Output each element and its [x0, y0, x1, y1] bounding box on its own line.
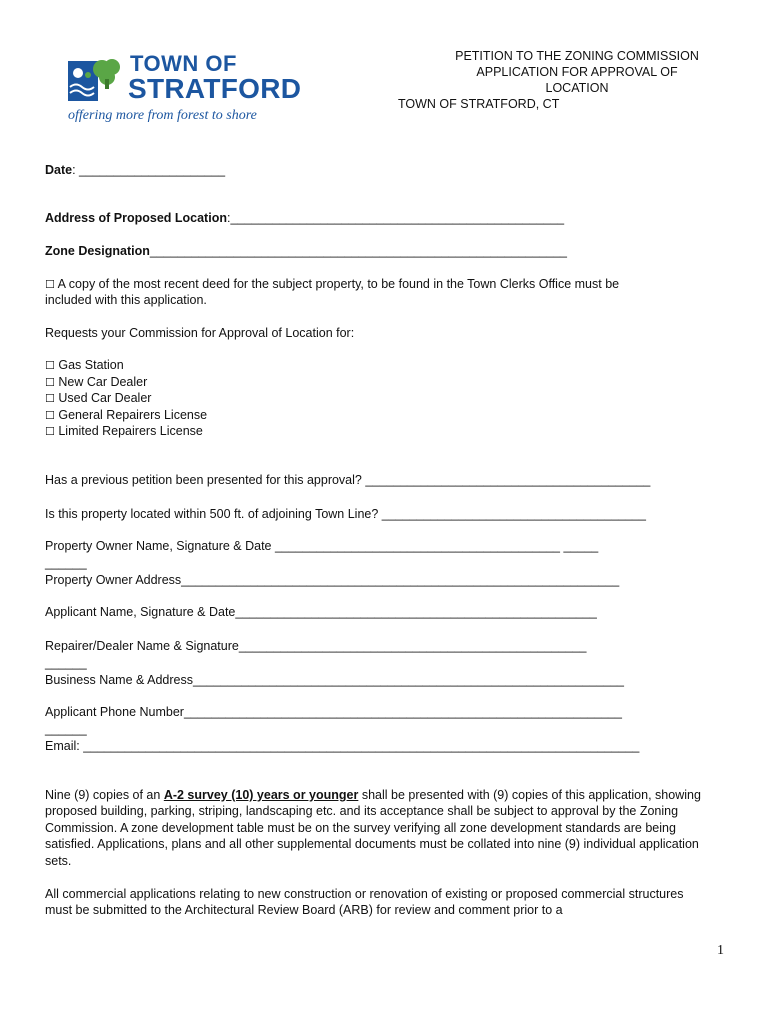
deed-text: A copy of the most recent deed for the subject property, to be found in the Town Clerks Office must be — [57, 277, 620, 291]
tree-wave-logo-icon — [68, 55, 126, 101]
option-label: Limited Repairers License — [58, 424, 203, 438]
option-label: New Car Dealer — [58, 375, 148, 389]
survey-paragraph — [45, 787, 725, 869]
address-label: Address of Proposed Location — [45, 211, 227, 225]
option-limited-repairers[interactable] — [45, 423, 203, 440]
zone-label: Zone Designation — [45, 244, 150, 258]
page-number: 1 — [717, 943, 724, 958]
town-line-field[interactable]: Is this property located within 500 ft. of adjoining Town Line? ______________________________________ — [45, 507, 646, 521]
logo-town-of: TOWN OF — [130, 51, 237, 76]
owner-name-continuation: ______ — [45, 556, 87, 570]
logo-tagline: offering more from forest to shore — [68, 108, 257, 123]
date-blank: : _____________________ — [72, 163, 226, 177]
survey-paragraph-post: shall be presented with (9) copies of this application, showing proposed building, parking, striping, landscaping etc. and its acceptance shall be subject to approval by the Zoning Commission. A zone development table must be on the survey verifying all zone development standards are being satisfied. Applications, plans and all other supplemental documents must be collated into nine (9) individual application sets. — [45, 788, 701, 868]
option-label: Gas Station — [58, 358, 124, 372]
date-label: Date — [45, 163, 73, 177]
option-gas-station[interactable] — [45, 357, 124, 374]
title-line-3: LOCATION — [545, 81, 609, 95]
applicant-name-signature-field[interactable]: Applicant Name, Signature & Date____________________________________________________ — [45, 605, 597, 619]
arb-paragraph: All commercial applications relating to new construction or renovation of existing or proposed commercial structures must be submitted to the Architectural Review Board (ARB) for review and comment prior to a — [45, 887, 684, 918]
logo-stratford: STRATFORD — [128, 73, 302, 104]
deed-checkbox-row[interactable] — [45, 276, 619, 293]
owner-address-field[interactable]: Property Owner Address_______________________________________________________________ — [45, 573, 620, 587]
repairer-dealer-field[interactable]: Repairer/Dealer Name & Signature__________________________________________________ — [45, 639, 587, 653]
date-field[interactable] — [45, 162, 225, 178]
survey-requirement-emphasis: A-2 survey (10) years or younger — [163, 788, 359, 802]
zone-blank: ____________________________________________________________ — [149, 244, 567, 258]
applicant-phone-continuation: ______ — [45, 722, 87, 736]
title-line-1: PETITION TO THE ZONING COMMISSION — [455, 49, 699, 63]
requests-text: Requests your Commission for Approval of Location for: — [45, 326, 355, 340]
option-general-repairers[interactable] — [45, 407, 207, 424]
document-title — [398, 48, 756, 112]
option-used-car-dealer[interactable] — [45, 390, 151, 407]
address-field[interactable] — [45, 210, 564, 226]
repairer-dealer-continuation: ______ — [45, 656, 87, 670]
checkbox-icon[interactable]: ☐ — [45, 376, 55, 389]
checkbox-icon[interactable]: ☐ — [45, 278, 55, 291]
title-line-4: TOWN OF STRATFORD, CT — [398, 97, 560, 111]
option-new-car-dealer[interactable] — [45, 374, 147, 391]
title-line-2: APPLICATION FOR APPROVAL OF — [476, 65, 678, 79]
previous-petition-field[interactable]: Has a previous petition been presented for this approval? _________________________________________ — [45, 473, 651, 487]
zone-field[interactable] — [45, 243, 567, 259]
option-label: Used Car Dealer — [58, 391, 152, 405]
checkbox-icon[interactable]: ☐ — [45, 425, 55, 438]
checkbox-icon[interactable]: ☐ — [45, 409, 55, 422]
email-field[interactable]: Email: ________________________________________________________________________________ — [45, 739, 640, 753]
address-blank: :________________________________________________ — [226, 211, 565, 225]
owner-name-signature-field[interactable]: Property Owner Name, Signature & Date _________________________________________ _____ — [45, 539, 599, 553]
deed-text-line-2: included with this application. — [45, 293, 207, 307]
business-name-address-field[interactable]: Business Name & Address______________________________________________________________ — [45, 673, 625, 687]
survey-paragraph-pre: Nine (9) copies of an — [45, 788, 164, 802]
checkbox-icon[interactable]: ☐ — [45, 359, 55, 372]
option-label: General Repairers License — [58, 408, 208, 422]
checkbox-icon[interactable]: ☐ — [45, 392, 55, 405]
town-logo — [68, 51, 302, 130]
applicant-phone-field[interactable]: Applicant Phone Number_______________________________________________________________ — [45, 705, 622, 719]
